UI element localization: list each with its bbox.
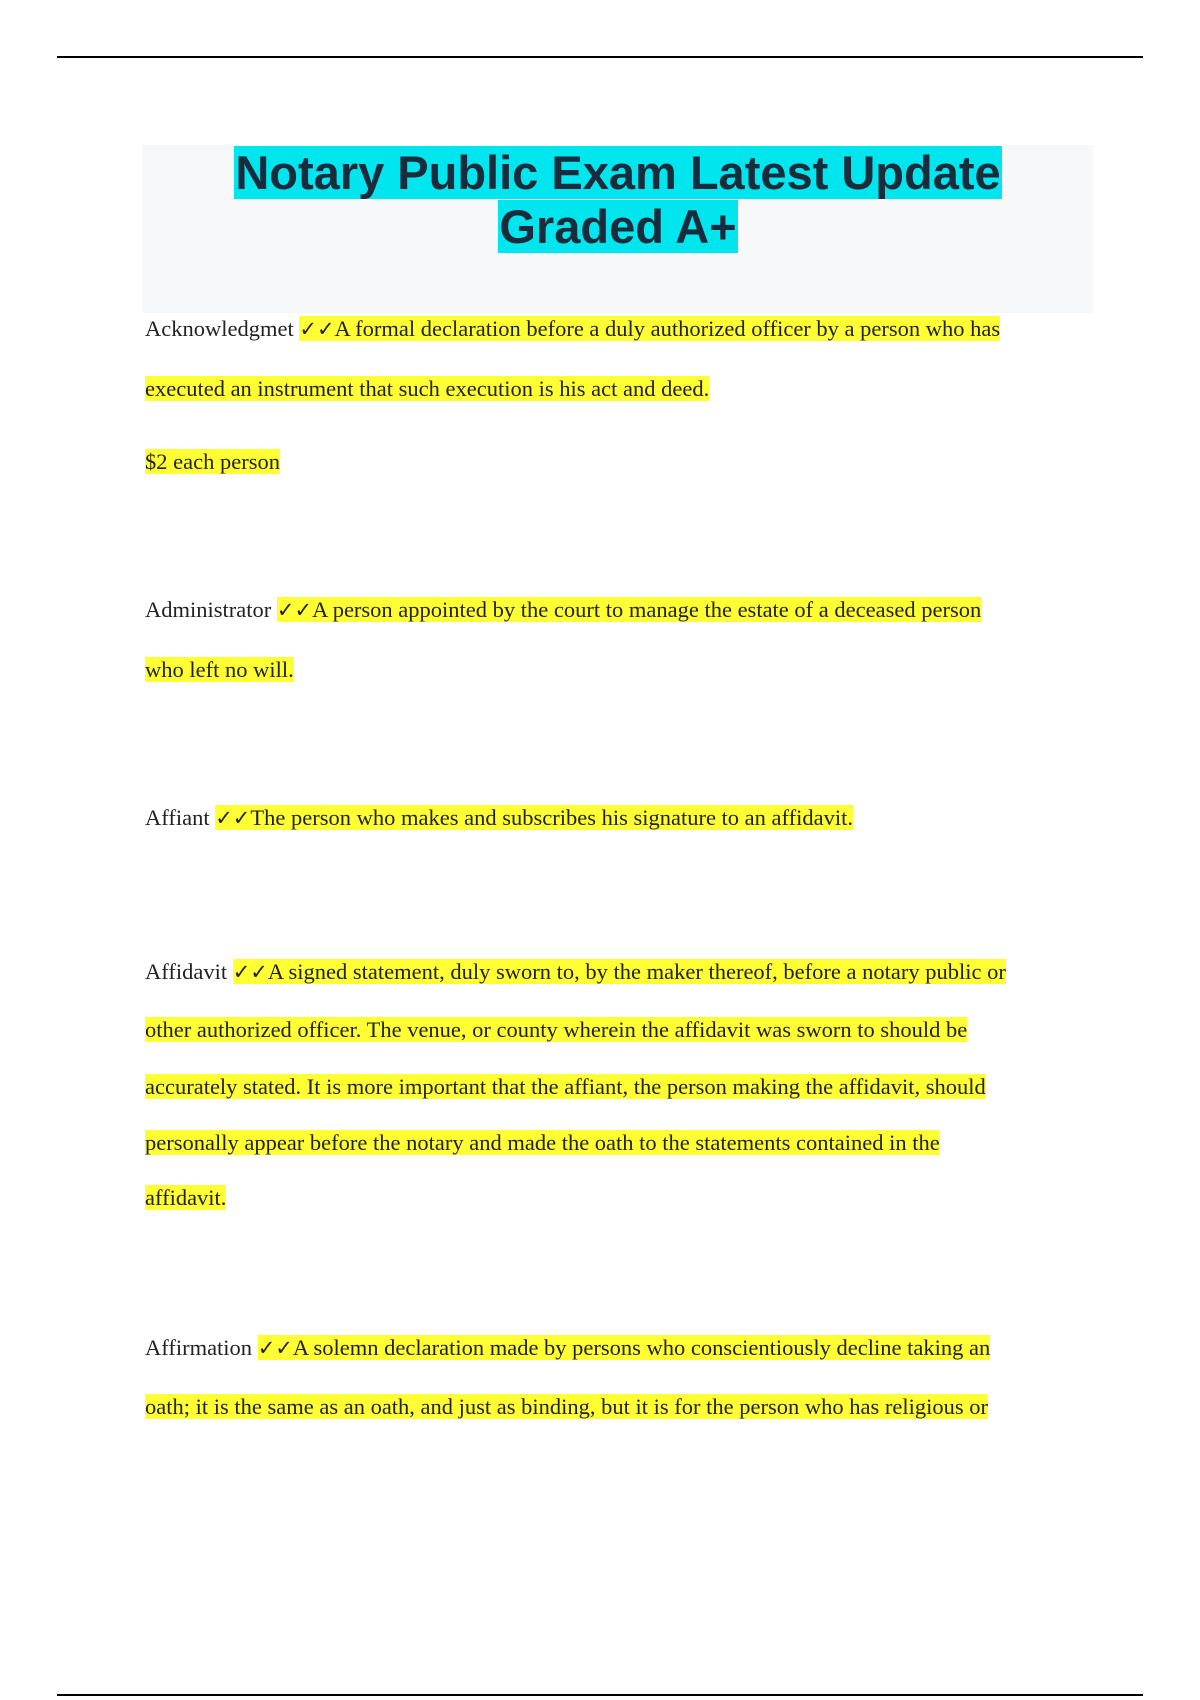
entry-affidavit-line-2 [145,1015,967,1045]
entry-affirmation-line-1 [145,1333,990,1363]
entry-affidavit-line-3 [145,1072,986,1102]
definition-text: A solemn declaration made by persons who conscientiously decline taking an [292,1335,991,1360]
definition-text: personally appear before the notary and made the oath to the statements contained in the [145,1130,940,1155]
definition-text: A formal declaration before a duly authorized officer by a person who has [334,316,1001,341]
check-icon: ✓✓ [232,960,268,984]
entry-acknowledgment-note [145,447,280,477]
definition-text: The person who makes and subscribes his signature to an affidavit. [250,805,853,830]
definition-text: accurately stated. It is more important that the affiant, the person making the affidavit, should [145,1074,986,1099]
entry-acknowledgment-line-1 [145,314,1000,344]
entry-affirmation-line-2 [145,1392,988,1422]
bottom-rule [57,1694,1143,1696]
check-icon: ✓✓ [257,1336,293,1360]
entry-administrator-line-1 [145,595,981,625]
check-icon: ✓✓ [276,598,313,622]
term-label: Acknowledgmet [145,316,294,341]
title-line-2: Graded A+ [499,200,737,253]
document-title [143,146,1093,254]
term-label: Affirmation [145,1335,253,1360]
definition-text: other authorized officer. The venue, or county wherein the affidavit was sworn to should be [145,1017,968,1042]
fee-note: $2 each person [145,449,280,474]
title-line-1: Notary Public Exam Latest Update [235,146,1001,199]
definition-text: A signed statement, duly sworn to, by the maker thereof, before a notary public or [267,959,1006,984]
definition-text: A person appointed by the court to manage the estate of a deceased person [312,597,982,622]
entry-affiant-line-1 [145,803,853,833]
entry-affidavit-line-5 [145,1183,226,1213]
term-label: Affidavit [145,959,228,984]
entry-acknowledgment-line-2 [145,374,709,404]
check-icon: ✓✓ [299,317,335,341]
check-icon: ✓✓ [215,806,251,830]
term-label: Affiant [145,805,210,830]
top-rule [57,56,1143,58]
definition-text: executed an instrument that such execution is his act and deed. [145,376,710,401]
entry-affidavit-line-1 [145,957,1006,987]
term-label: Administrator [145,597,272,622]
definition-text: who left no will. [145,657,294,682]
entry-affidavit-line-4 [145,1128,940,1158]
definition-text: affidavit. [145,1185,227,1210]
entry-administrator-line-2 [145,655,294,685]
definition-text: oath; it is the same as an oath, and just as binding, but it is for the person who has religious or [145,1394,988,1419]
